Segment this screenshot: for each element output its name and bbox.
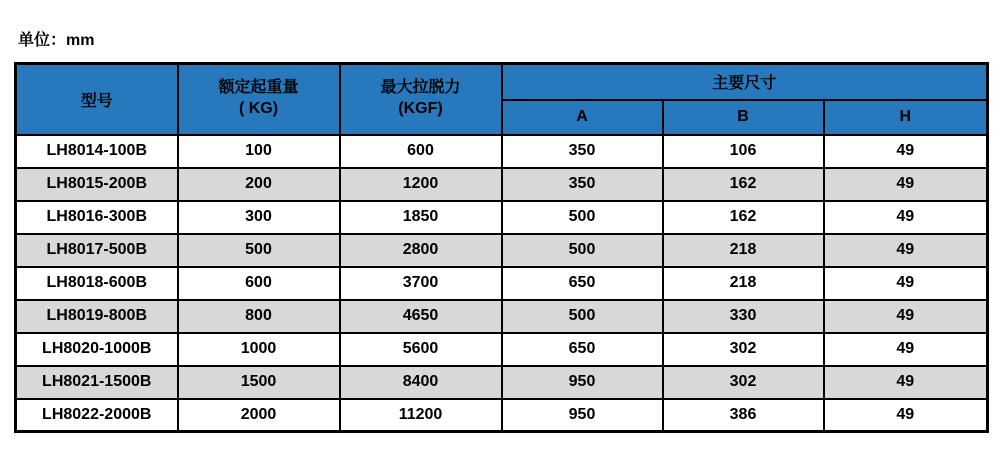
cell-b: 330 <box>663 300 824 333</box>
table-row <box>16 333 988 366</box>
spec-table <box>14 62 989 433</box>
cell-a: 650 <box>502 333 663 366</box>
table-row <box>16 300 988 333</box>
cell-b: 302 <box>663 366 824 399</box>
cell-kgf: 4650 <box>340 300 502 333</box>
header-rated-capacity-line1: 额定起重量 <box>218 79 299 97</box>
cell-kgf: 3700 <box>340 267 502 300</box>
cell-h: 49 <box>824 267 988 300</box>
table-row <box>16 168 988 201</box>
cell-kgf: 1850 <box>340 201 502 234</box>
table-row <box>16 201 988 234</box>
cell-model: LH8018-600B <box>16 267 178 300</box>
cell-kg: 200 <box>178 168 340 201</box>
cell-kg: 2000 <box>178 399 340 432</box>
cell-kgf: 600 <box>340 135 502 168</box>
cell-kgf: 5600 <box>340 333 502 366</box>
header-max-pull <box>340 64 502 135</box>
cell-h: 49 <box>824 399 988 432</box>
cell-model: LH8017-500B <box>16 234 178 267</box>
header-dim-a: A <box>502 100 663 135</box>
cell-h: 49 <box>824 333 988 366</box>
cell-kgf: 1200 <box>340 168 502 201</box>
header-model: 型号 <box>16 64 178 135</box>
table-header <box>16 64 988 135</box>
table-row <box>16 267 988 300</box>
cell-h: 49 <box>824 234 988 267</box>
cell-a: 500 <box>502 234 663 267</box>
table-row <box>16 366 988 399</box>
cell-kgf: 2800 <box>340 234 502 267</box>
header-max-pull-line2: (KGF) <box>398 100 443 118</box>
header-rated-capacity <box>178 64 340 135</box>
cell-a: 950 <box>502 366 663 399</box>
cell-a: 350 <box>502 168 663 201</box>
cell-a: 650 <box>502 267 663 300</box>
cell-b: 162 <box>663 168 824 201</box>
cell-kg: 600 <box>178 267 340 300</box>
cell-model: LH8021-1500B <box>16 366 178 399</box>
header-dim-b: B <box>663 100 824 135</box>
cell-h: 49 <box>824 300 988 333</box>
cell-b: 386 <box>663 399 824 432</box>
table-row <box>16 234 988 267</box>
cell-model: LH8020-1000B <box>16 333 178 366</box>
cell-kgf: 11200 <box>340 399 502 432</box>
header-dim-h: H <box>824 100 988 135</box>
header-rated-capacity-line2: ( KG) <box>238 100 279 118</box>
table-row <box>16 135 988 168</box>
cell-model: LH8016-300B <box>16 201 178 234</box>
table-body <box>16 135 988 432</box>
cell-a: 950 <box>502 399 663 432</box>
cell-a: 500 <box>502 201 663 234</box>
cell-h: 49 <box>824 168 988 201</box>
cell-kg: 800 <box>178 300 340 333</box>
unit-label: 单位：mm <box>18 32 95 49</box>
cell-kg: 1000 <box>178 333 340 366</box>
cell-b: 162 <box>663 201 824 234</box>
header-main-dimensions: 主要尺寸 <box>502 64 988 100</box>
cell-h: 49 <box>824 366 988 399</box>
cell-h: 49 <box>824 135 988 168</box>
cell-model: LH8019-800B <box>16 300 178 333</box>
cell-kgf: 8400 <box>340 366 502 399</box>
cell-kg: 100 <box>178 135 340 168</box>
cell-model: LH8022-2000B <box>16 399 178 432</box>
cell-kg: 500 <box>178 234 340 267</box>
cell-b: 106 <box>663 135 824 168</box>
cell-a: 500 <box>502 300 663 333</box>
cell-kg: 300 <box>178 201 340 234</box>
cell-b: 302 <box>663 333 824 366</box>
cell-b: 218 <box>663 267 824 300</box>
cell-model: LH8015-200B <box>16 168 178 201</box>
table-row <box>16 399 988 432</box>
cell-h: 49 <box>824 201 988 234</box>
cell-kg: 1500 <box>178 366 340 399</box>
cell-model: LH8014-100B <box>16 135 178 168</box>
cell-a: 350 <box>502 135 663 168</box>
header-max-pull-line1: 最大拉脱力 <box>380 79 461 97</box>
cell-b: 218 <box>663 234 824 267</box>
